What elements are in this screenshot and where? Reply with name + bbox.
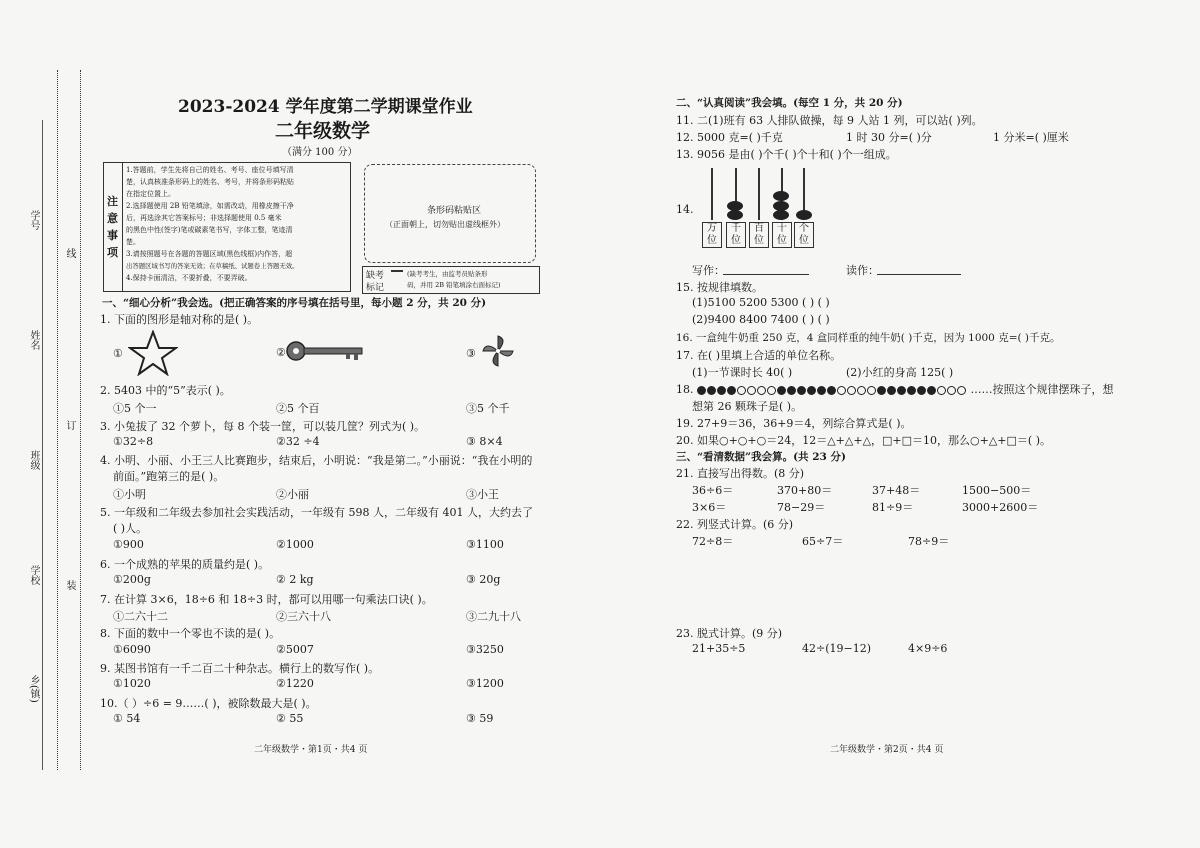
hollow-bead [837,386,846,395]
filled-bead [697,386,706,395]
option-c: ③小王 [466,488,499,501]
question-15-2: (2)9400 8400 7400 ( ) ( ) [692,313,830,326]
total-score: （满分 100 分） [282,147,358,158]
question-6: 6. 一个成熟的苹果的质量约是( )。 [100,558,270,571]
bead-sequence [697,383,967,396]
subject-title: 二年级数学 [275,120,371,142]
filled-bead [707,386,716,395]
filled-bead [807,386,816,395]
filled-bead [727,386,736,395]
question-2: 2. 5403 中的“5”表示( )。 [100,384,231,397]
calc-item: 72÷8＝ [692,535,734,548]
calc-item: 3×6＝ [692,501,727,514]
option-a: ①小明 [113,488,146,501]
question-18 [676,381,1114,397]
question-22: 22. 列竖式计算。(6 分) [676,518,794,531]
question-15-1: (1)5100 5200 5300 ( ) ( ) [692,296,830,309]
question-1: 1. 下面的图形是轴对称的是( )。 [100,313,259,326]
calc-item: 36÷6＝ [692,484,734,497]
option-b: ②小丽 [276,488,309,501]
option-a: ① 54 [113,712,141,725]
absent-mark-box [362,266,540,294]
calc-item: 78−29＝ [777,501,826,514]
option-b: ②32 ÷4 [276,435,320,448]
calc-item: 21+35÷5 [692,642,746,655]
page-footer-right: 二年级数学・第2页・共4 页 [830,745,944,755]
notice-line: 后，再选涂其它答案标号；非选择题使用 0.5 毫米 [126,214,282,222]
binding-dotted-line [57,70,58,770]
hollow-bead [947,386,956,395]
option-a: ①200g [113,573,151,586]
filled-bead [887,386,896,395]
question-19: 19. 27+9＝36，36+9＝4，列综合算式是( )。 [676,417,912,430]
star-shape [128,330,178,376]
page-footer-left: 二年级数学・第1页・共4 页 [254,745,368,755]
question-20: 20. 如果○+○+○＝24，12＝△+△+△，□+□＝10，那么○+△+□＝( )。 [676,434,1051,447]
option-c: ③ 59 [466,712,494,725]
question-12c: 1 分米=( )厘米 [993,131,1069,144]
place-label-bai: 百位 [749,222,769,248]
write-line[interactable] [723,274,809,275]
option-c: ③3250 [466,643,504,656]
question-18-number: 18. [676,383,694,396]
question-12b: 1 时 30 分=( )分 [846,131,932,144]
option-a: ①二六十二 [113,610,168,623]
calc-item: 3000+2600＝ [962,501,1039,514]
question-5-cont: ( )人。 [113,522,148,535]
question-16: 16. 一盒纯牛奶重 250 克，4 盒同样重的纯牛奶( )千克，因为 1000 克=( )千克。 [676,332,1061,344]
filled-bead [717,386,726,395]
barcode-area [364,164,536,263]
option-a: ① [113,347,123,360]
question-10: 10.（ ）÷6 = 9……( )，被除数最大是( )。 [100,697,317,710]
question-18-text: ……按照这个规律摆珠子，想 [970,383,1114,396]
hollow-bead [857,386,866,395]
page-title: 2023-2024 学年度第二学期课堂作业 [178,97,473,117]
option-a: ①1020 [113,677,151,690]
option-b: ②1220 [276,677,314,690]
student-number-label: 学号 [28,210,39,230]
binding-solid-line [42,120,43,770]
calc-item: 370+80＝ [777,484,833,497]
option-b: ②三六十八 [276,610,331,623]
filled-bead [927,386,936,395]
filled-bead [827,386,836,395]
binding-dotted-line-2 [80,70,81,770]
question-12a: 12. 5000 克=( )千克 [676,131,783,144]
calc-item: 81÷9＝ [872,501,914,514]
question-15: 15. 按规律填数。 [676,281,763,294]
calc-item: 4×9÷6 [908,642,948,655]
option-c: ③ 8×4 [466,435,503,448]
question-17-1: (1)一节课时长 40( ) [692,366,793,379]
absent-label: 缺考 [366,271,385,281]
filled-bead [877,386,886,395]
calc-item: 1500−500＝ [962,484,1032,497]
option-b: ②1000 [276,538,314,551]
notice-line: 4.保持卡面清洁，不要折叠，不要弄破。 [126,274,252,282]
question-5: 5. 一年级和二年级去参加社会实践活动，一年级有 598 人，二年级有 401 人，大约去了 [100,506,533,519]
hollow-bead [757,386,766,395]
option-c: ③5 个千 [466,402,510,415]
notice-box [103,162,351,292]
calc-item: 37+48＝ [872,484,921,497]
option-a: ①5 个一 [113,402,157,415]
section-heading: 一、“细心分析”我会选。(把正确答案的序号填在括号里，每小题 2 分，共 20 分) [102,297,487,309]
option-c: ③ 20g [466,573,501,586]
question-17: 17. 在( )里填上合适的单位名称。 [676,349,842,362]
filled-bead [907,386,916,395]
notice-line: 出答题区域书写的答案无效；在草稿纸、试题卷上答题无效。 [126,262,299,270]
notice-line: 楚。 [126,238,140,246]
filled-bead [917,386,926,395]
question-13: 13. 9056 是由( )个千( )个十和( )个一组成。 [676,148,897,161]
option-a: ①6090 [113,643,151,656]
barcode-title: 条形码粘贴区 [427,206,482,216]
section-heading: 二、“认真阅读”我会填。(每空 1 分，共 20 分) [676,97,903,109]
option-b: ②5 个百 [276,402,320,415]
option-c: ③1100 [466,538,504,551]
read-line[interactable] [877,274,961,275]
key-shape [284,339,366,363]
notice-line: 2.选择题使用 2B 铅笔填涂，如需改动，用橡皮擦干净 [126,202,294,210]
option-b: ②5007 [276,643,314,656]
notice-line: 楚，认真核准条形码上的姓名、考号，并将条形码粘贴 [126,178,294,186]
absent-label: 标记 [366,283,385,293]
question-14: 14. [676,203,694,216]
question-4-cont: 前面。”跑第三的是( )。 [113,470,225,483]
question-9: 9. 某图书馆有一千二百二十种杂志。横行上的数写作( )。 [100,662,380,675]
class-label: 班级 [28,450,39,470]
question-18-cont: 想第 26 颗珠子是( )。 [692,400,803,413]
barcode-note: （正面朝上，切勿贴出虚线框外） [385,220,505,229]
option-b: ② [276,346,286,359]
calc-item: 42÷(19−12) [802,642,872,655]
calc-item: 65÷7＝ [802,535,844,548]
cut-mark-ding: 订 [64,420,75,430]
option-b: ② 55 [276,712,304,725]
place-label-shi: 十位 [772,222,792,248]
hollow-bead [867,386,876,395]
notice-line: 1.答题前，学生先将自己的姓名、考号、座位号填写清 [126,166,294,174]
question-4: 4. 小明、小丽、小王三人比赛跑步，结束后，小明说：“我是第二。”小丽说：“我在小明的 [100,454,533,467]
place-label-ge: 个位 [794,222,814,248]
cut-mark-xian: 线 [64,248,75,258]
cut-mark-zhuang: 装 [64,580,75,590]
question-21: 21. 直接写出得数。(8 分) [676,467,805,480]
option-a: ①32÷8 [113,435,154,448]
township-label: 乡(镇) [28,675,39,703]
read-label: 读作： [846,264,879,277]
question-3: 3. 小兔拔了 32 个萝卜，每 8 个装一筐，可以装几筐？列式为( )。 [100,420,426,433]
place-label-wan: 万位 [702,222,722,248]
hollow-bead [737,386,746,395]
option-c: ③ [466,347,476,360]
filled-bead [817,386,826,395]
question-11: 11. 二(1)班有 63 人排队做操，每 9 人站 1 列，可以站( )列。 [676,114,983,127]
hollow-bead [937,386,946,395]
write-label: 写作： [692,264,725,277]
absent-note: (缺考考生，由监考员贴条形 [407,270,488,278]
option-b: ② 2 kg [276,573,314,586]
absent-note: 码，并用 2B 铅笔填涂右面标记) [407,281,501,289]
notice-line: 的黑色中性(签字)笔或碳素笔书写，字体工整，笔迹清 [126,226,293,234]
hollow-bead [747,386,756,395]
notice-line: 3.请按照题号在各题的答题区域(黑色线框)内作答，超 [126,250,293,258]
question-23: 23. 脱式计算。(9 分) [676,627,783,640]
filled-bead [797,386,806,395]
calc-item: 78÷9＝ [908,535,950,548]
option-c: ③二九十八 [466,610,521,623]
filled-bead [897,386,906,395]
question-17-2: (2)小红的身高 125( ) [846,366,954,379]
filled-bead [787,386,796,395]
place-label-qian: 千位 [726,222,746,248]
school-label: 学校 [28,565,39,585]
notice-line: 在指定位置上。 [126,190,175,198]
question-8: 8. 下面的数中一个零也不读的是( )。 [100,627,281,640]
hollow-bead [847,386,856,395]
hollow-bead [767,386,776,395]
notice-label: 注意事项 [107,195,118,259]
option-c: ③1200 [466,677,504,690]
option-a: ①900 [113,538,144,551]
question-7: 7. 在计算 3×6，18÷6 和 18÷3 时，都可以用哪一句乘法口诀( )。 [100,593,433,606]
pinwheel-shape [480,333,516,369]
hollow-bead [957,386,966,395]
filled-bead [777,386,786,395]
name-label: 姓名 [28,330,39,350]
section-heading: 三、“看清数据”我会算。(共 23 分) [676,451,846,463]
